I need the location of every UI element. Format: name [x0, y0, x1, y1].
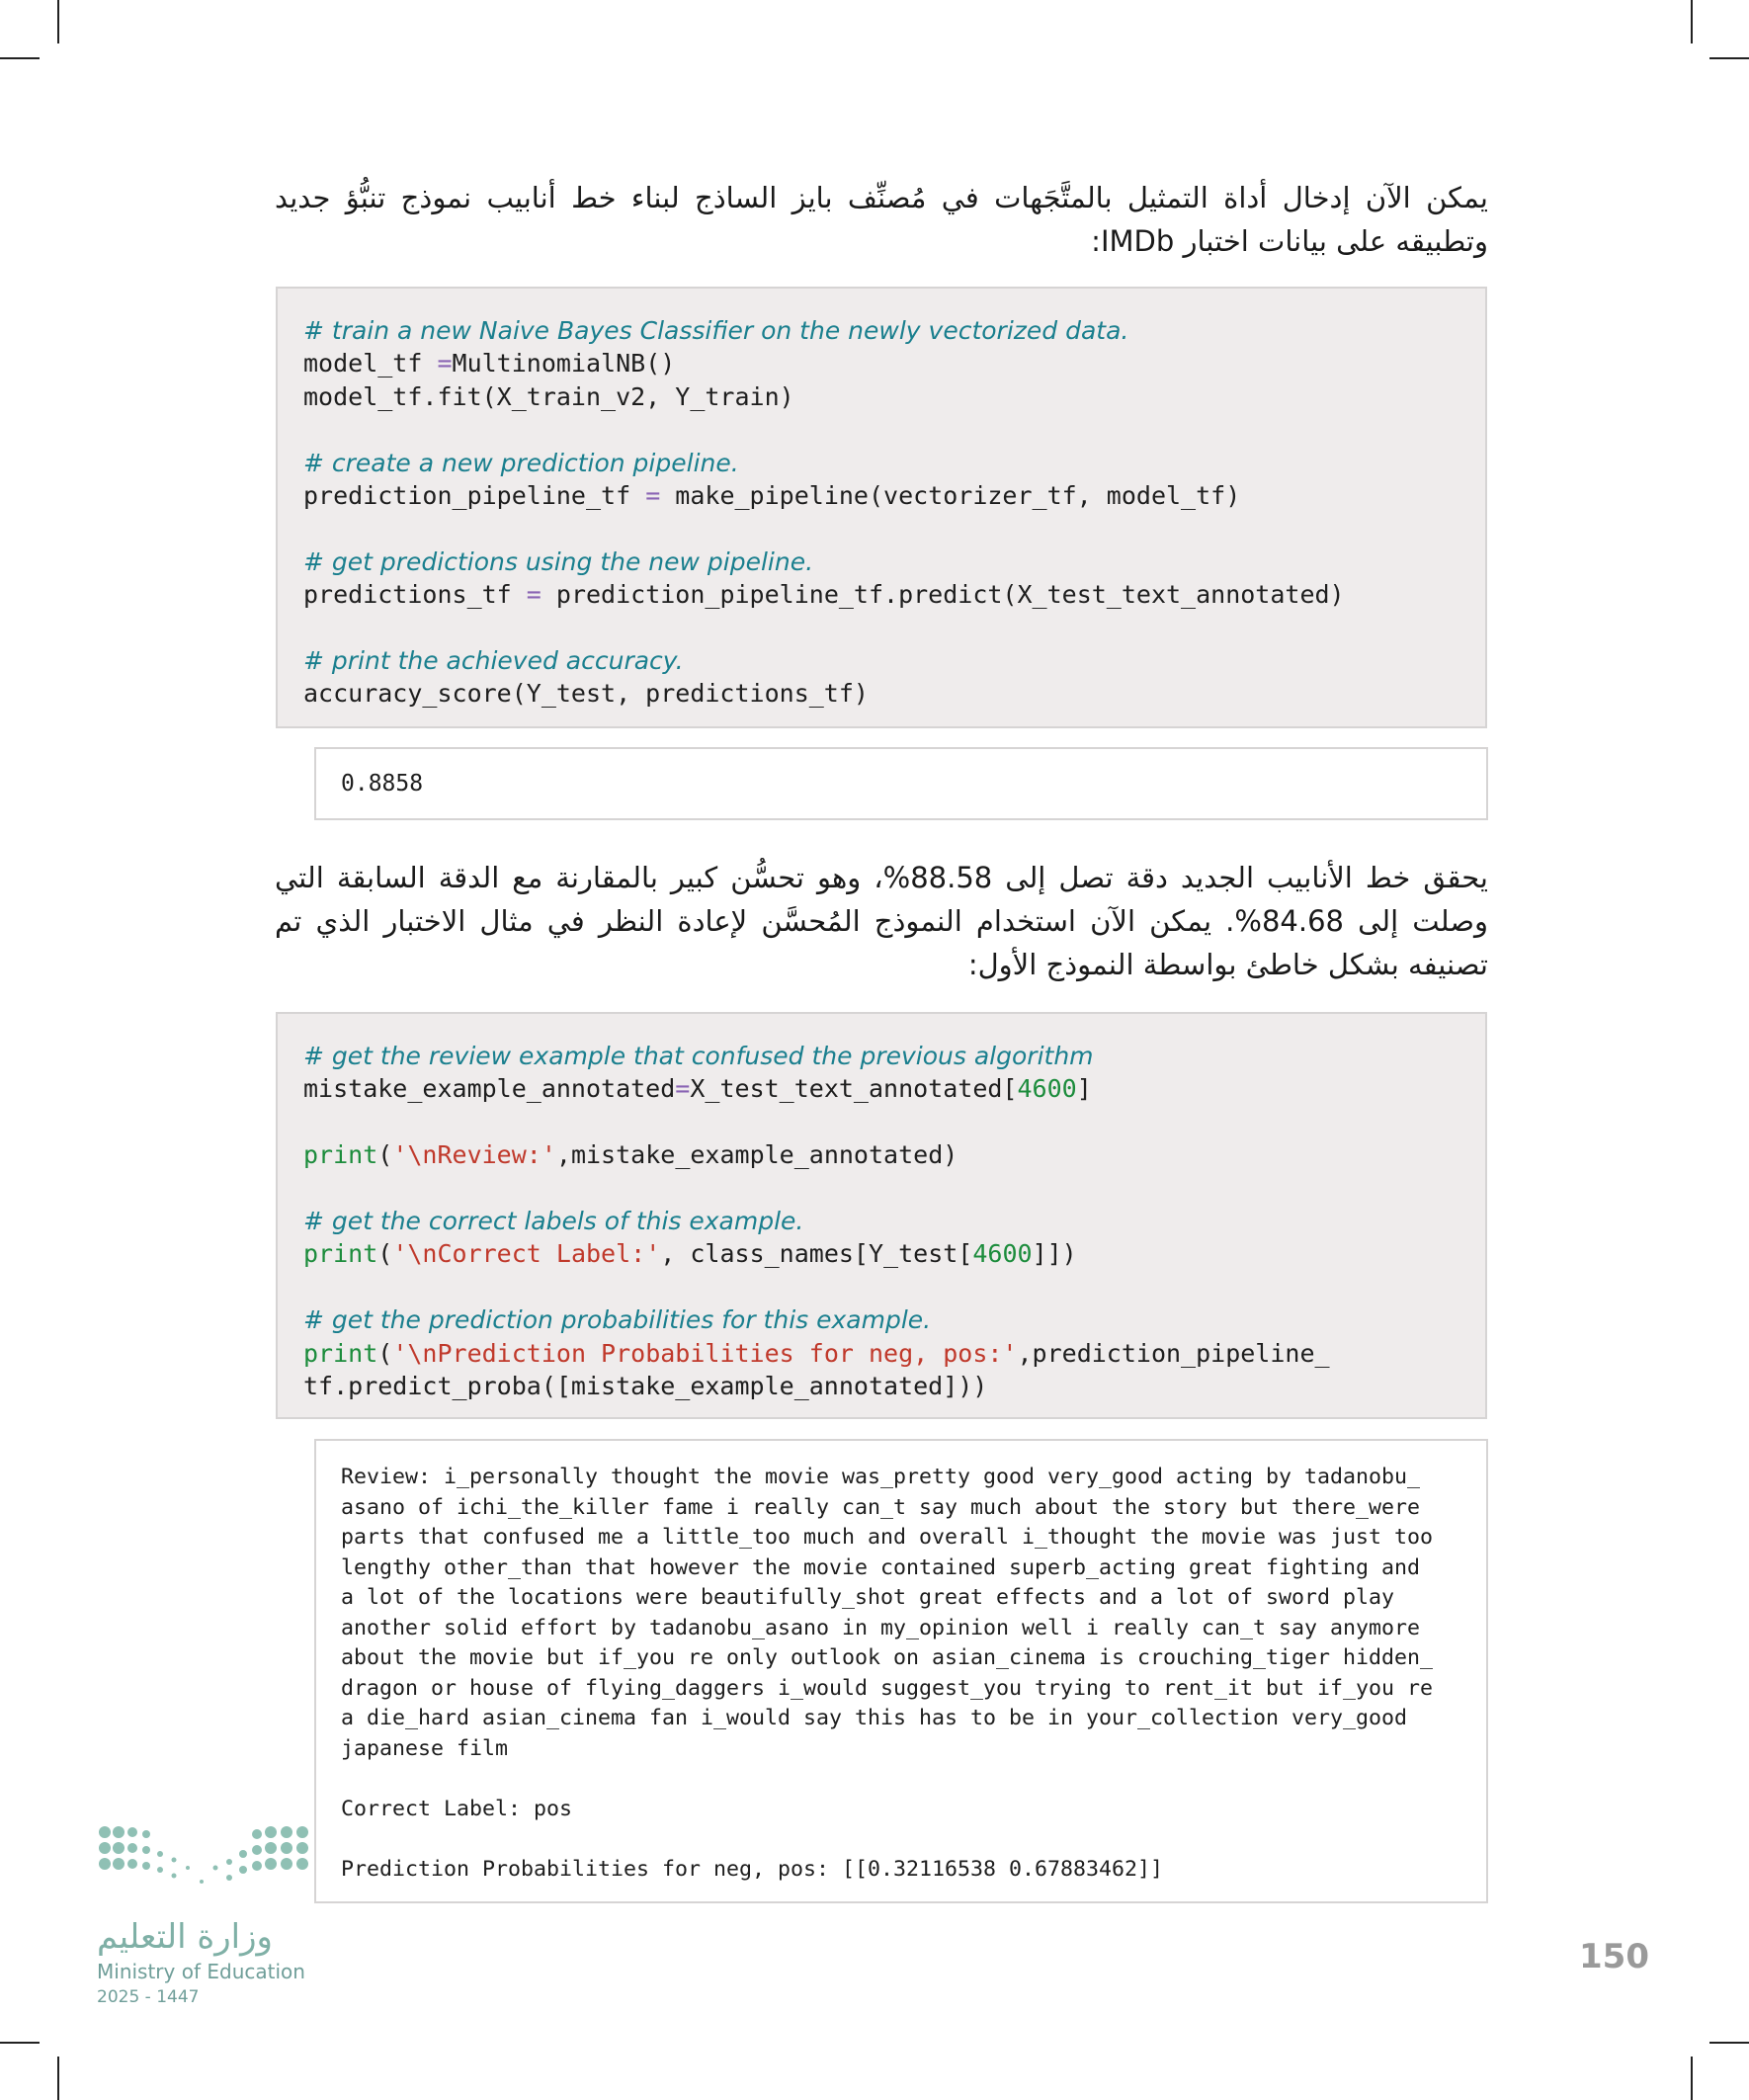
code-block-train: [276, 287, 1487, 728]
output-block-review: [314, 1439, 1488, 1903]
output-line: a lot of the locations were beautifully_shot great effects and a lot of sword play: [341, 1585, 1395, 1610]
output-block-accuracy: [314, 747, 1488, 820]
code-comment: # get the prediction probabilities for this example.: [303, 1305, 932, 1335]
code-line: print('\nReview:',mistake_example_annotated): [303, 1140, 958, 1170]
code-blank: [303, 1271, 1459, 1303]
crop-mark: [1709, 2042, 1749, 2044]
output-lines: [341, 1463, 1462, 1885]
ministry-logo-icon: [97, 1824, 309, 1895]
output-line: Prediction Probabilities for neg, pos: [[0.32116538 0.67883462]]: [341, 1856, 1164, 1882]
ministry-name-arabic: وزارة التعليم: [97, 1917, 273, 1957]
output-line: lengthy other_than that however the movie contained superb_acting great fighting and: [341, 1554, 1421, 1580]
code-line: model_tf.fit(X_train_v2, Y_train): [303, 381, 794, 411]
intro-paragraph: يمكن الآن إدخال أداة التمثيل بالمتَّجَهات في مُصنِّف بايز الساذج لبناء خط أنابيب نموذج تنبُّؤ جديد وتطبيقه على بيانات اختبار IMDb:: [275, 181, 1488, 258]
code-line: predictions_tf = prediction_pipeline_tf.predict(X_test_text_annotated): [303, 580, 1345, 610]
code-comment: # create a new prediction pipeline.: [303, 448, 739, 477]
output-line: 0.8858: [341, 771, 424, 797]
crop-mark: [0, 57, 40, 59]
code-blank: [303, 1172, 1459, 1205]
code-comment: # get the review example that confused the previous algorithm: [303, 1042, 1094, 1070]
code-line: print('\nCorrect Label:', class_names[Y_test[4600]]): [303, 1239, 1077, 1269]
code-blank: [303, 512, 1459, 545]
output-line: another solid effort by tadanobu_asano in my_opinion well i really can_t say anymore: [341, 1615, 1421, 1640]
code-line: model_tf =MultinomialNB(): [303, 349, 676, 378]
output-line: asano of ichi_the_killer fame i really can_t say much about the story but there_were: [341, 1494, 1421, 1520]
code-line: mistake_example_annotated=X_test_text_annotated[4600]: [303, 1074, 1092, 1104]
output-line: [341, 1764, 1462, 1795]
output-line: dragon or house of flying_daggers i_would suggest_you trying to rent_it but if_you re: [341, 1675, 1434, 1701]
code-line: tf.predict_proba([mistake_example_annotated])): [303, 1371, 988, 1400]
crop-mark: [57, 2057, 59, 2100]
crop-mark: [1691, 2057, 1693, 2100]
crop-mark: [0, 2042, 40, 2044]
code-line: prediction_pipeline_tf = make_pipeline(vectorizer_tf, model_tf): [303, 480, 1241, 510]
code-blank: [303, 612, 1459, 644]
code-comment: # train a new Naive Bayes Classifier on the newly vectorized data.: [303, 316, 1129, 345]
page-number: 150: [1579, 1937, 1649, 1976]
output-line: parts that confused me a little_too much and overall i_thought the movie was just too: [341, 1525, 1434, 1550]
code-comment: # get the correct labels of this example.: [303, 1206, 804, 1235]
code-line: accuracy_score(Y_test, predictions_tf): [303, 679, 869, 709]
ministry-name-english: Ministry of Education: [97, 1960, 305, 1983]
crop-mark: [1691, 0, 1693, 43]
output-line: a die_hard asian_cinema fan i_would say this has to be in your_collection very_good: [341, 1706, 1408, 1730]
result-paragraph: يحقق خط الأنابيب الجديد دقة تصل إلى 88.58%، وهو تحسُّن كبير بالمقارنة مع الدقة السابقة التي وصلت إلى 84.68%. يمكن الآن استخدام النموذج المُحسَّن لإعادة النظر في مثال الاختبار الذي تم تصنيفه بشكل خاطئ بواسطة النموذج الأول:: [275, 861, 1488, 981]
crop-mark: [1709, 57, 1749, 59]
code-blank: [303, 1106, 1459, 1138]
code-block-mistake-example: [276, 1012, 1487, 1419]
code-comment: # get predictions using the new pipeline.: [303, 546, 814, 576]
output-line: about the movie but if_you re only outlook on asian_cinema is crouching_tiger hidden_: [341, 1645, 1434, 1670]
code-line: print('\nPrediction Probabilities for neg, pos:',prediction_pipeline_: [303, 1338, 1330, 1368]
output-line: japanese film: [341, 1735, 509, 1761]
code-comment: # print the achieved accuracy.: [303, 645, 684, 675]
code-blank: [303, 413, 1459, 446]
edition-year: 2025 - 1447: [97, 1987, 200, 2007]
crop-mark: [57, 0, 59, 43]
output-line: Review: i_personally thought the movie was_pretty good very_good acting by tadanobu_: [341, 1465, 1421, 1489]
output-line: Correct Label: pos: [341, 1796, 573, 1821]
output-line: [341, 1824, 1462, 1855]
